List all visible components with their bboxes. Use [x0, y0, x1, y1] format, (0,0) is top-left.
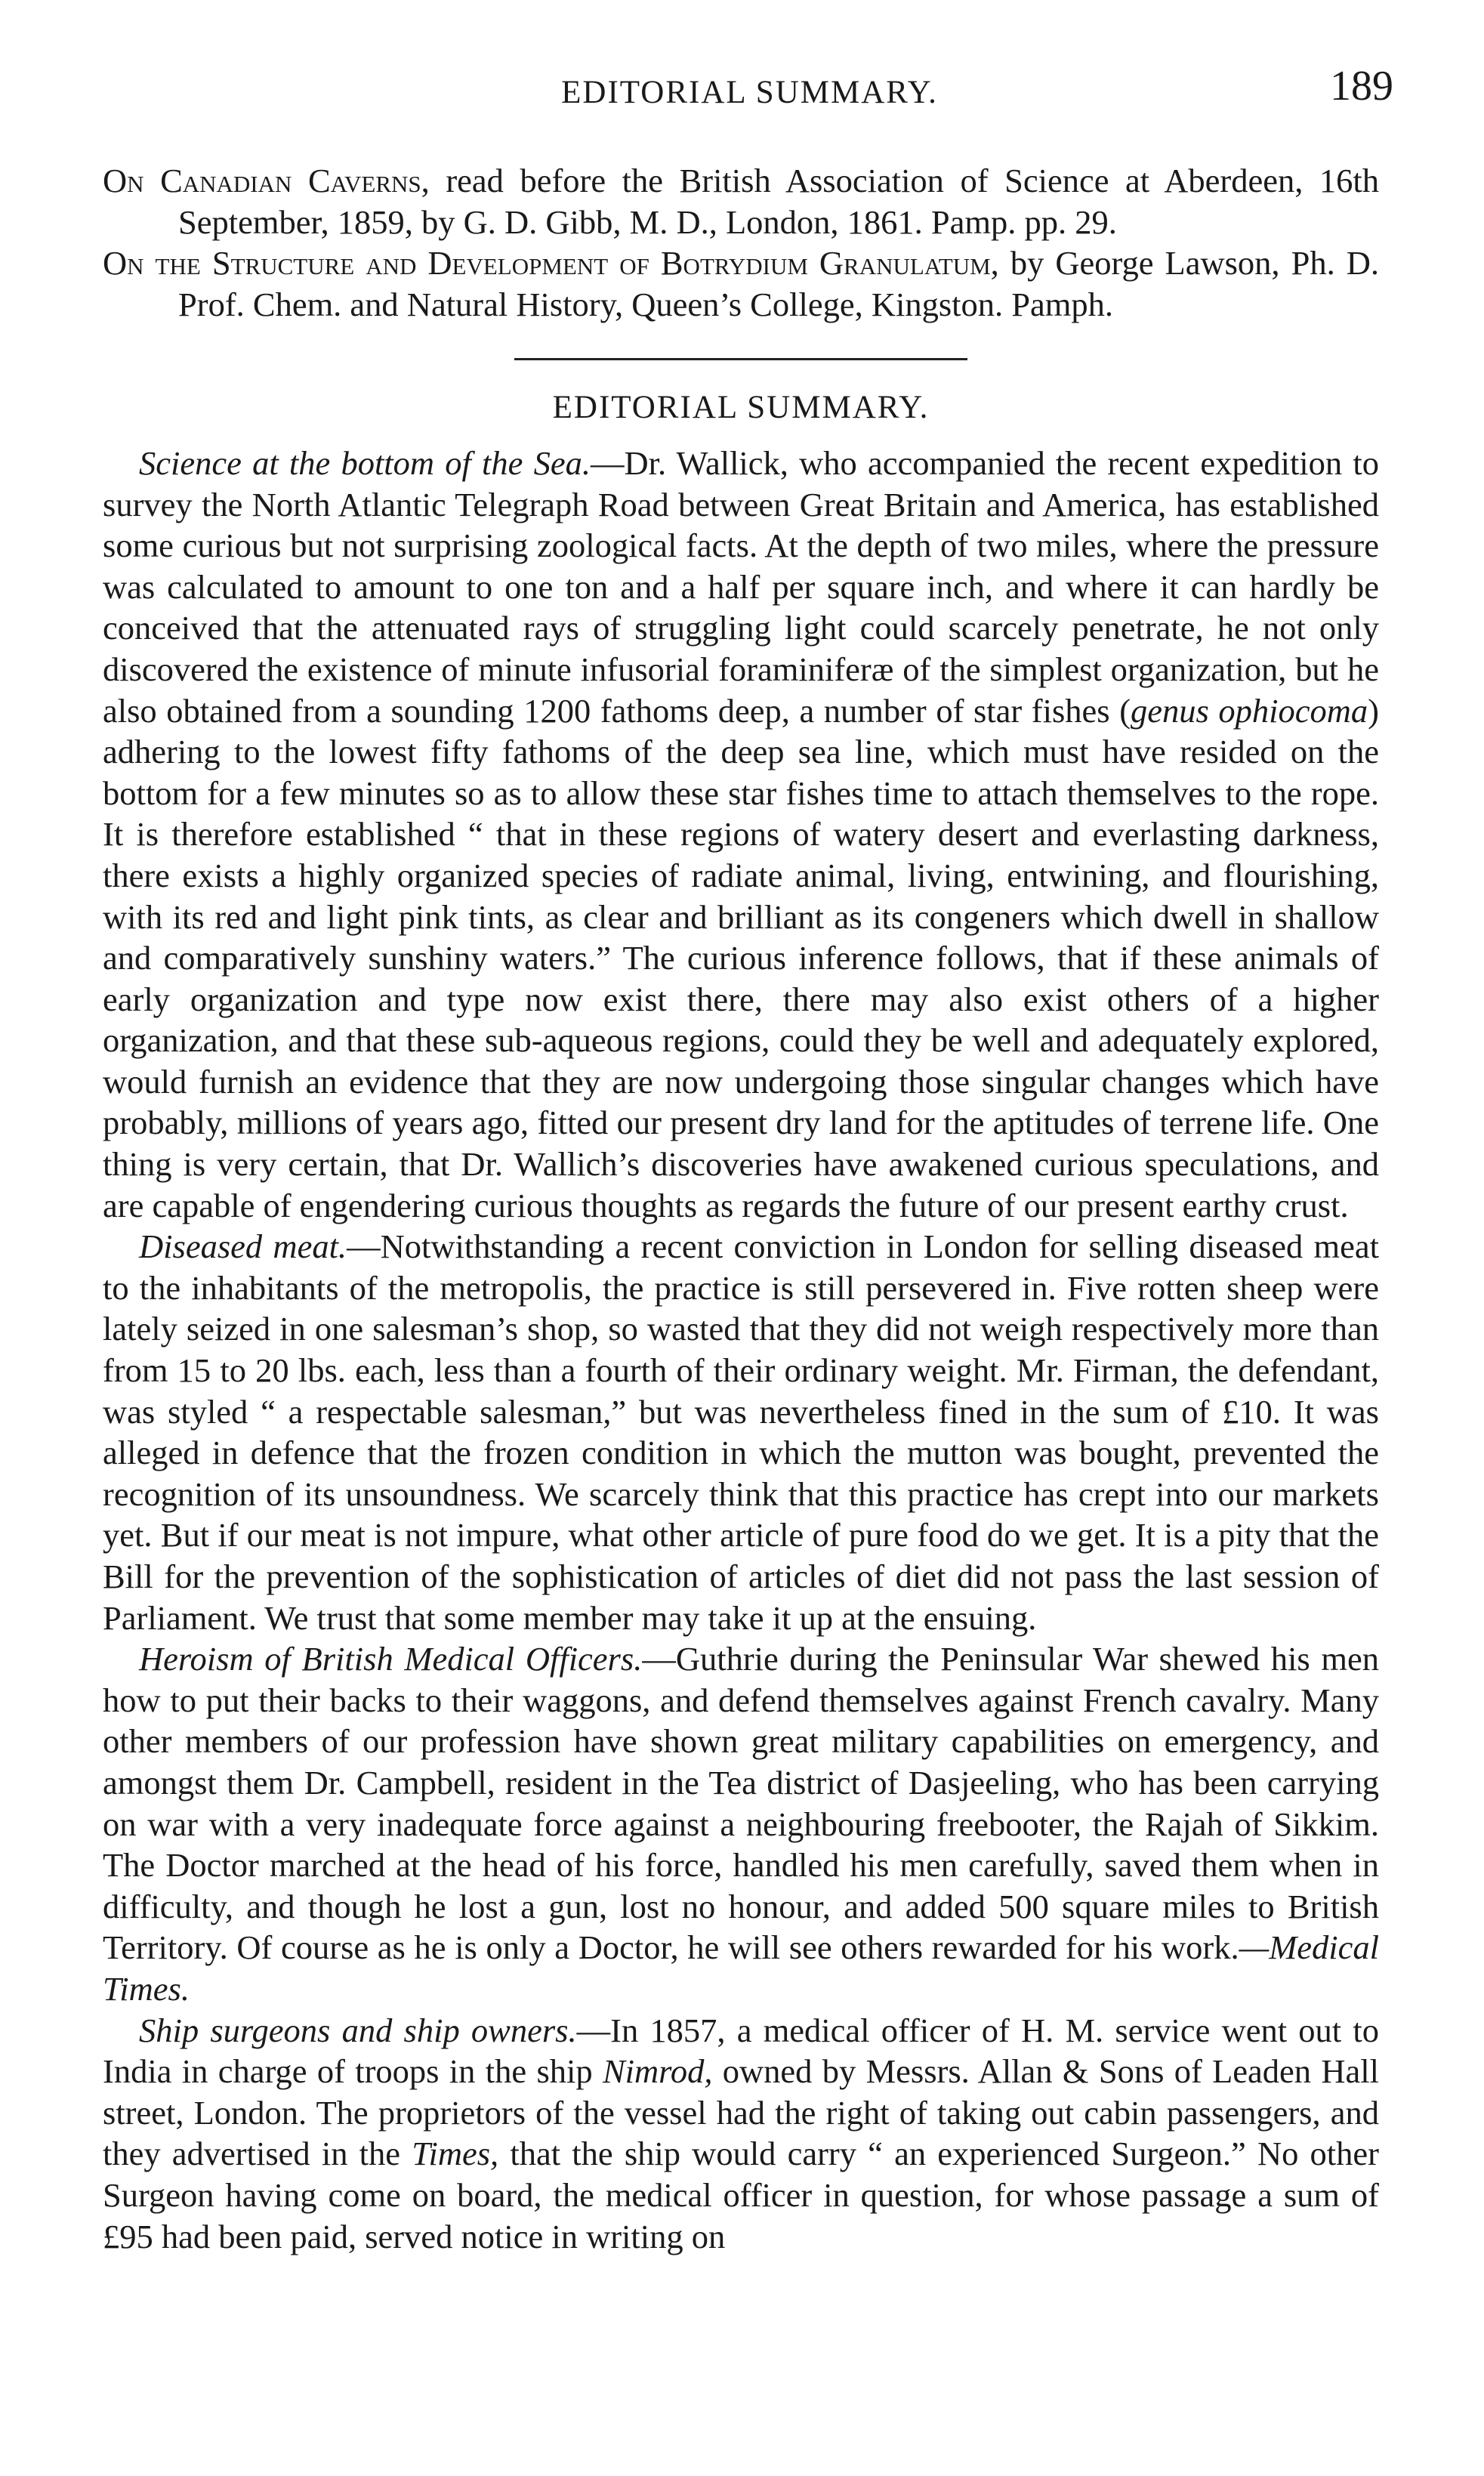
running-head: EDITORIAL SUMMARY.: [561, 75, 938, 110]
article-heading: Ship surgeons and ship owners.: [139, 2011, 577, 2049]
article-heading: Science at the bottom of the Sea.: [139, 443, 591, 482]
article-text: owned by Messrs. Allan & Sons of Leaden Hall street, London. The proprietors of the vessel had the right of taking out cabin passengers, and they advertised in the: [103, 2052, 1380, 2173]
book-details: read before the British Association of Science at Aberdeen, 16th September, 1859, by G. D. Gibb, M. D., London, 1861. Pamp. pp. 29.: [178, 162, 1379, 241]
book-title: On the Structure and Development of Botrydium Granulatum,: [103, 244, 999, 282]
article-text: —Dr. Wallick, who accompanied the recent expedition to survey the North Atlantic Telegraph Road between Great Britain and America, has established some curious but not surprising zoological facts. At the depth of two miles, where the pressure was calculated to amount to one ton and a half per square inch, and where it can hardly be conceived that the attenuated rays of struggling light could scarcely penetrate, he not only discovered the existence of minute infusorial foraminiferæ of the simplest organization, but he also obtained from a sounding 1200 fathoms deep, a number of star fishes (: [103, 443, 1379, 730]
articles-list: [103, 443, 1379, 2257]
article-heading: Diseased meat.: [139, 1227, 347, 1266]
article-paragraph: [103, 1226, 1379, 1638]
book-entry: [103, 160, 1379, 242]
page-content: [103, 160, 1379, 2257]
section-divider: [514, 358, 967, 360]
article-text: that the ship would carry “ an experienced Surgeon.” No other Surgeon having come on board, the medical officer in question, for whose passage a sum of £95 had been paid, served notice in writing on: [103, 2135, 1379, 2255]
page-header: [106, 62, 1393, 122]
article-italic-text: Times,: [412, 2135, 499, 2173]
article-text: —Guthrie during the Peninsular War shewed his men how to put their backs to their waggons, and defend themselves against French cavalry. Many other members of our profession have shown great military capabilities on emergency, and amongst them Dr. Campbell, resident in the Tea district of Dasjeeling, who has been carrying on war with a very inadequate force against a neighbouring freebooter, the Rajah of Sikkim. The Doctor marched at the head of his force, handled his men carefully, saved them when in difficulty, and though he lost a gun, lost no honour, and added 500 square miles to British Territory. Of course as he is only a Doctor, he will see others rewarded for his work.: [103, 1640, 1379, 1967]
article-paragraph: [103, 2010, 1379, 2258]
page-number: 189: [1330, 63, 1393, 110]
article-text: ) adhering to the lowest fifty fathoms of the deep sea line, which must have resided on the bottom for a few minutes so as to allow these star fishes time to attach themselves to the rope. It is therefore established “ that in these regions of watery desert and everlasting darkness, there exists a highly organized species of radiate animal, living, entwining, and flourishing, with its red and light pink tints, as clear and brilliant as its congeners which dwell in shallow and comparatively sunshiny waters.” The curious inference follows, that if these animals of early organization and type now exist there, there may also exist others of a higher organization, and that these sub-aqueous regions, could they be well and adequately explored, would furnish an evidence that they are now undergoing those singular changes which have probably, millions of years ago, fitted our present dry land for the aptitudes of terrene life. One thing is very certain, that Dr. Wallich’s discoveries have awakened curious speculations, and are capable of engendering curious thoughts as regards the future of our present earthy crust.: [103, 691, 1379, 1224]
article-paragraph: [103, 443, 1379, 1226]
article-paragraph: [103, 1638, 1379, 2009]
article-italic-text: Nimrod,: [602, 2052, 713, 2091]
section-title: EDITORIAL SUMMARY.: [552, 390, 930, 426]
book-details: by George Lawson, Ph. D. Prof. Chem. and Natural History, Queen’s College, Kingston. Pamph.: [178, 244, 1379, 323]
article-italic-text: genus ophiocoma: [1131, 691, 1368, 730]
article-text: —In 1857, a medical officer of H. M. service went out to India in charge of troops in the ship: [103, 2011, 1379, 2091]
article-heading: Heroism of British Medical Officers.: [139, 1640, 643, 1678]
book-title: On Canadian Caverns,: [103, 162, 430, 199]
article-italic-text: —Medical Times.: [103, 1928, 1379, 2008]
book-entry: [103, 242, 1379, 325]
article-text: —Notwithstanding a recent conviction in London for selling diseased meat to the inhabitants of the metropolis, the practice is still persevered in. Five rotten sheep were lately seized in one salesman’s shop, so wasted that they did not weigh respectively more than from 15 to 20 lbs. each, less than a fourth of their ordinary weight. Mr. Firman, the defendant, was styled “ a respectable salesman,” but was nevertheless fined in the sum of £10. It was alleged in defence that the frozen condition in which the mutton was bought, prevented the recognition of its unsoundness. We scarcely think that this practice has crept into our markets yet. But if our meat is not impure, what other article of pure food do we get. It is a pity that the Bill for the prevention of the sophistication of articles of diet did not pass the last session of Parliament. We trust that some member may take it up at the ensuing.: [103, 1227, 1379, 1637]
